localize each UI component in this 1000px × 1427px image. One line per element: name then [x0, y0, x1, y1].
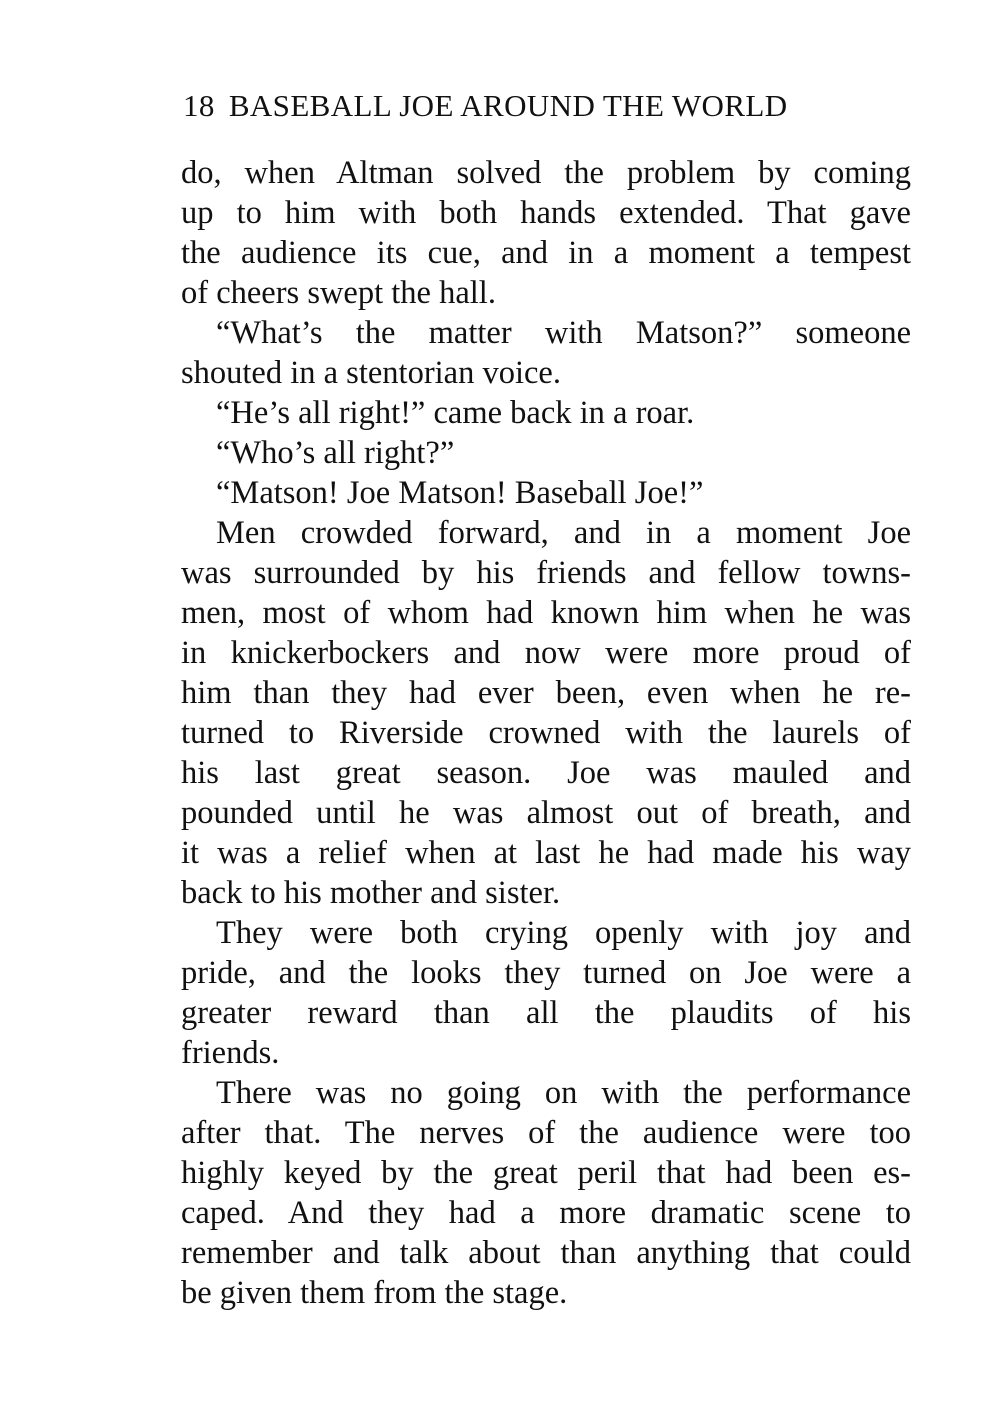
text-line: “Matson! Joe Matson! Baseball Joe!” — [216, 475, 704, 511]
paragraph — [181, 473, 911, 513]
text-line: in knickerbockers and now were more proud of — [181, 635, 911, 671]
running-head-title: BASEBALL JOE AROUND THE WORLD — [228, 88, 788, 123]
text-line: Men crowded forward, and in a moment Joe — [216, 515, 911, 551]
paragraph — [181, 433, 911, 473]
text-line: up to him with both hands extended. That gave — [181, 195, 911, 231]
text-line: his last great season. Joe was mauled and — [181, 755, 911, 791]
paragraph — [181, 1073, 911, 1313]
paragraph — [181, 313, 911, 393]
running-head — [183, 84, 913, 128]
text-line: it was a relief when at last he had made his way — [181, 835, 911, 871]
text-line: “What’s the matter with Matson?” someone — [216, 315, 911, 351]
text-line: “He’s all right!” came back in a roar. — [216, 395, 695, 431]
text-line: do, when Altman solved the problem by coming — [181, 155, 911, 191]
paragraph — [181, 513, 911, 913]
text-line: the audience its cue, and in a moment a tempest — [181, 235, 911, 271]
text-line: after that. The nerves of the audience were too — [181, 1115, 911, 1151]
text-line: was surrounded by his friends and fellow towns- — [181, 555, 911, 591]
text-line: friends. — [181, 1035, 280, 1071]
text-line: There was no going on with the performance — [216, 1075, 911, 1111]
text-line: be given them from the stage. — [181, 1275, 568, 1311]
text-line: caped. And they had a more dramatic scene to — [181, 1195, 911, 1231]
text-line: him than they had ever been, even when he re- — [181, 675, 911, 711]
body-text — [181, 153, 911, 1313]
text-line: greater reward than all the plaudits of his — [181, 995, 911, 1031]
text-line: back to his mother and sister. — [181, 875, 561, 911]
text-line: men, most of whom had known him when he was — [181, 595, 911, 631]
text-line: highly keyed by the great peril that had been es- — [181, 1155, 911, 1191]
page-number: 18 — [183, 88, 215, 123]
text-line: turned to Riverside crowned with the laurels of — [181, 715, 911, 751]
text-line: shouted in a stentorian voice. — [181, 355, 561, 391]
text-line: “Who’s all right?” — [216, 435, 455, 471]
text-line: They were both crying openly with joy and — [216, 915, 911, 951]
text-line: pride, and the looks they turned on Joe were a — [181, 955, 911, 991]
text-line: of cheers swept the hall. — [181, 275, 496, 311]
text-line: pounded until he was almost out of breath, and — [181, 795, 911, 831]
text-line: remember and talk about than anything that could — [181, 1235, 911, 1271]
paragraph — [181, 913, 911, 1073]
paragraph — [181, 153, 911, 313]
paragraph — [181, 393, 911, 433]
